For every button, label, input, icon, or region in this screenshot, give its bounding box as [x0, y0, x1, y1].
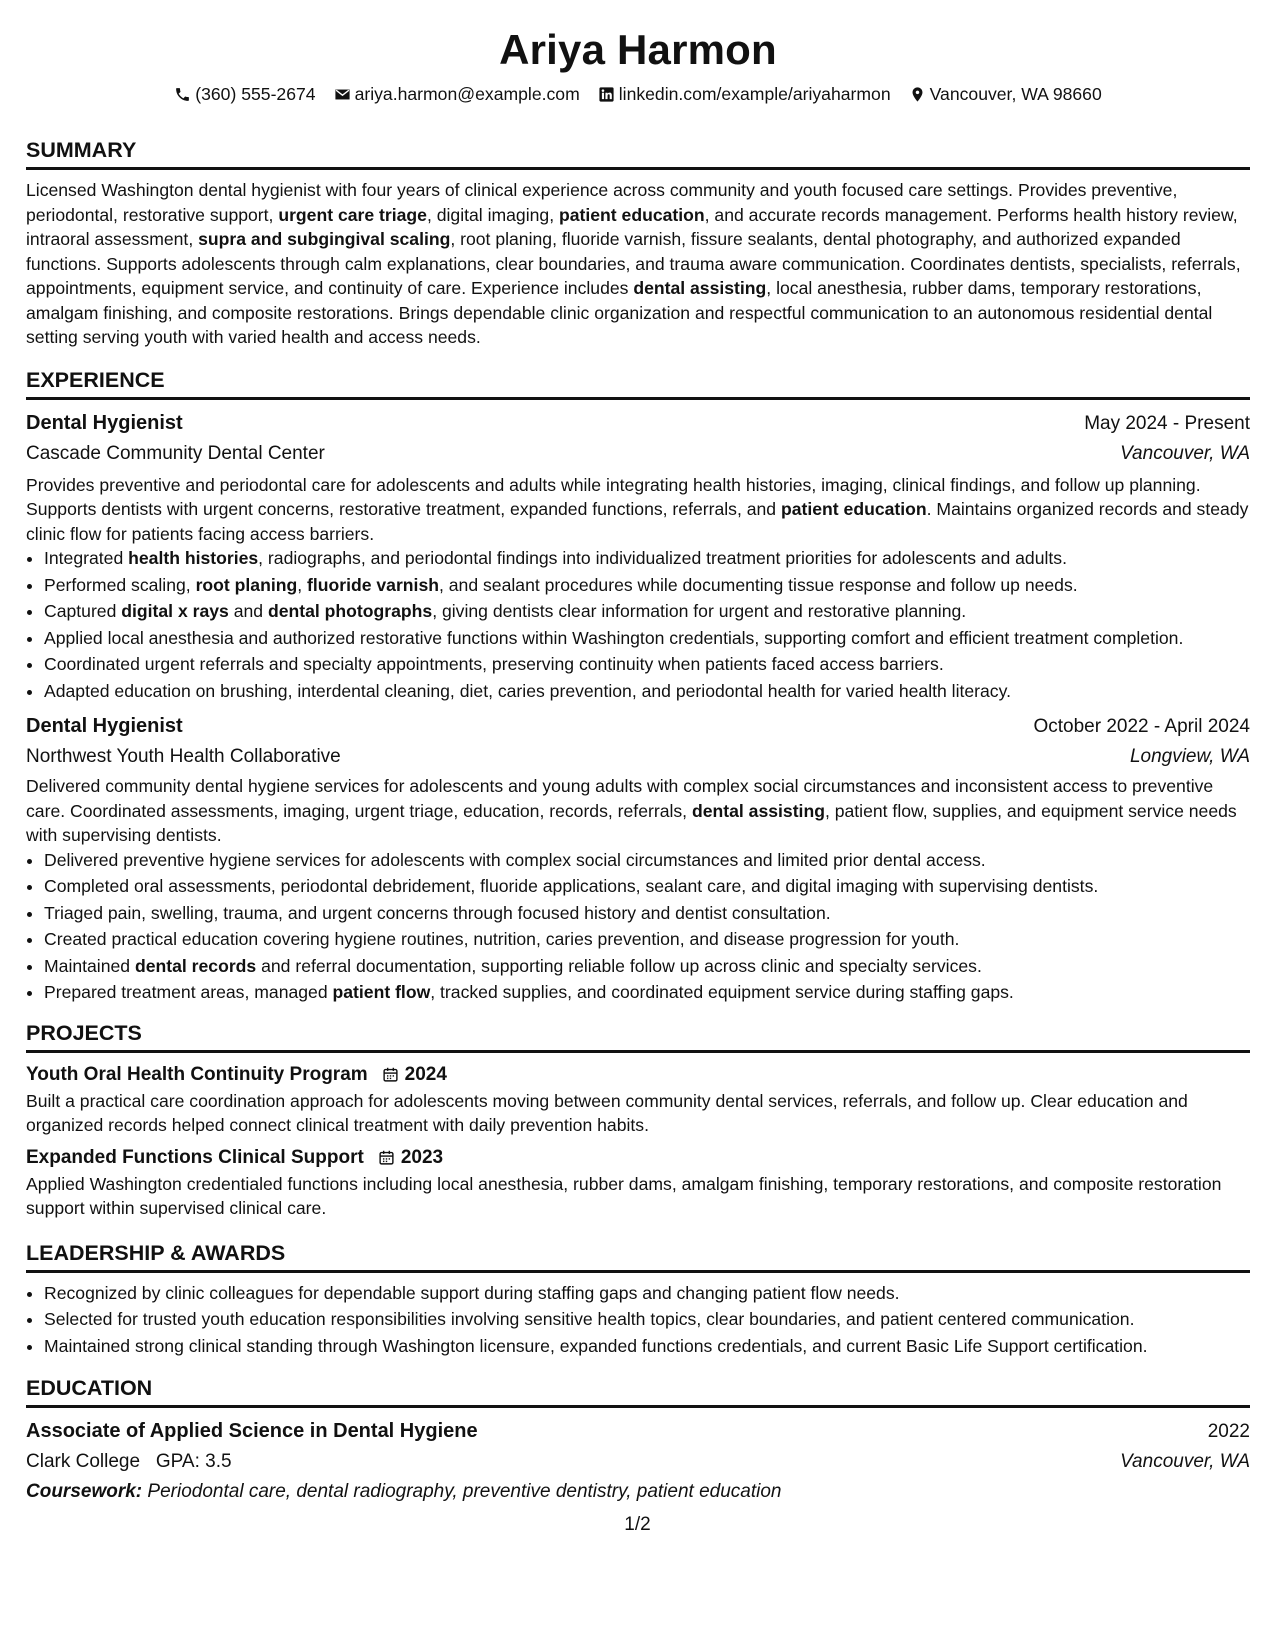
job-bullets — [26, 848, 1250, 1005]
experience-entry — [26, 711, 1250, 1005]
project-year: 2023 — [400, 1146, 444, 1168]
project-entry — [26, 1061, 1250, 1138]
employer: Cascade Community Dental Center — [26, 442, 325, 464]
calendar-icon — [382, 1066, 399, 1083]
education-entry — [26, 1416, 1250, 1507]
linkedin-text: linkedin.com/example/ariyaharmon — [618, 84, 891, 104]
school-location: Vancouver, WA — [1120, 1451, 1250, 1472]
list-item: • Prepared treatment areas, managed patient flow, tracked supplies, and coordinated equipment service during staffing gaps. — [44, 980, 1250, 1005]
job-title: Dental Hygienist — [26, 411, 183, 434]
job-location: Longview, WA — [1129, 746, 1250, 767]
contact-phone[interactable] — [174, 82, 315, 106]
section-title-leadership: LEADERSHIP & AWARDS — [26, 1239, 1250, 1273]
list-item: • Captured digital x rays and dental photographs, giving dentists clear information for urgent and restorative planning. — [44, 599, 1250, 624]
section-title-education: EDUCATION — [26, 1374, 1250, 1408]
list-item: • Maintained dental records and referral documentation, supporting reliable follow up across clinic and specialty services. — [44, 954, 1250, 979]
graduation-year: 2022 — [1207, 1421, 1250, 1442]
job-dates: May 2024 - Present — [1084, 412, 1250, 434]
list-item: • Performed scaling, root planing, fluoride varnish, and sealant procedures while documenting tissue response and follow up needs. — [44, 573, 1250, 598]
gpa: GPA: 3.5 — [155, 1451, 232, 1472]
section-title-projects: PROJECTS — [26, 1019, 1250, 1053]
job-title: Dental Hygienist — [26, 715, 183, 737]
job-description: Delivered community dental hygiene services for adolescents and young adults with complex social circumstances and inconsistent access to preventive care. Coordinated assessments, imaging, urgent triage, education, records, referrals, dental assisting, patient flow, supplies, and equipment service needs with supervising dentists. — [26, 776, 1237, 845]
project-description: Built a practical care coordination approach for adolescents moving between community dental services, referrals, and follow up. Clear education and organized records helped connect clinical treatment with daily prevention habits. — [26, 1090, 1188, 1135]
list-item: • Integrated health histories, radiographs, and periodontal findings into individualized treatment priorities for adolescents and adults. — [44, 546, 1250, 571]
school: Clark College — [26, 1451, 141, 1472]
linkedin-icon — [598, 86, 615, 103]
list-item: • Adapted education on brushing, interdental cleaning, diet, caries prevention, and periodontal health for varied health literacy. — [44, 679, 1250, 704]
section-title-summary: SUMMARY — [26, 136, 1250, 170]
page-number: 1/2 — [624, 1514, 651, 1535]
phone-icon — [174, 86, 191, 103]
email-text: ariya.harmon@example.com — [354, 84, 580, 104]
list-item: • Created practical education covering hygiene routines, nutrition, caries prevention, and disease progression for youth. — [44, 927, 1250, 952]
coursework: Coursework: Periodontal care, dental radiography, preventive dentistry, patient education — [26, 1481, 782, 1502]
contact-location — [909, 82, 1102, 106]
map-pin-icon — [909, 86, 926, 103]
location-text: Vancouver, WA 98660 — [929, 84, 1102, 104]
list-item: • Selected for trusted youth education responsibilities involving sensitive health topics, clear boundaries, and patient centered communication. — [44, 1307, 1250, 1332]
section-title-experience: EXPERIENCE — [26, 366, 1250, 400]
leadership-list — [26, 1281, 1250, 1359]
experience-entry — [26, 408, 1250, 704]
list-item: • Completed oral assessments, periodontal debridement, fluoride applications, sealant care, and digital imaging with supervising dentists. — [44, 874, 1250, 899]
project-year: 2024 — [404, 1063, 447, 1085]
list-item: • Triaged pain, swelling, trauma, and urgent concerns through focused history and dentist consultation. — [44, 901, 1250, 926]
degree: Associate of Applied Science in Dental Hygiene — [26, 1420, 478, 1442]
project-description: Applied Washington credentialed functions including local anesthesia, rubber dams, amalgam finishing, temporary restorations, and composite restoration support within supervised clinical care. — [26, 1173, 1222, 1218]
phone-text: (360) 555-2674 — [195, 84, 316, 104]
contact-linkedin[interactable] — [598, 82, 891, 106]
summary-text: Licensed Washington dental hygienist with four years of clinical experience across community and youth focused care settings. Provides preventive, periodontal, restorative support, urgent care triage, digital imaging, patient education, and accurate records management. Performs health history review, intraoral assessment, supra and subgingival scaling, root planing, fluoride varnish, fissure sealants, dental photography, and authorized expanded functions. Supports adolescents through calm explanations, clear boundaries, and trauma aware communication. Coordinates dentists, specialists, referrals, appointments, equipment service, and continuity of care. Experience includes dental assisting, local anesthesia, rubber dams, temporary restorations, amalgam finishing, and composite restorations. Brings dependable clinic organization and respectful communication to an autonomous residential dental setting serving youth with varied health and access needs. — [26, 180, 1241, 347]
project-title: Youth Oral Health Continuity Program — [26, 1063, 368, 1085]
project-title: Expanded Functions Clinical Support — [26, 1146, 364, 1168]
list-item: • Recognized by clinic colleagues for dependable support during staffing gaps and changing patient flow needs. — [44, 1281, 1250, 1306]
list-item: • Applied local anesthesia and authorized restorative functions within Washington credentials, supporting comfort and efficient treatment completion. — [44, 626, 1250, 651]
employer: Northwest Youth Health Collaborative — [26, 746, 341, 767]
project-entry — [26, 1144, 1250, 1221]
list-item: • Maintained strong clinical standing through Washington licensure, expanded functions credentials, and current Basic Life Support certification. — [44, 1334, 1250, 1359]
list-item: • Coordinated urgent referrals and specialty appointments, preserving continuity when patients faced access barriers. — [44, 652, 1250, 677]
candidate-name: Ariya Harmon — [499, 26, 777, 73]
envelope-icon — [334, 86, 351, 103]
job-dates: October 2022 - April 2024 — [1033, 716, 1250, 737]
contact-bar — [26, 82, 1250, 106]
job-bullets — [26, 546, 1250, 703]
contact-email[interactable] — [334, 82, 580, 106]
job-description: Provides preventive and periodontal care for adolescents and adults while integrating health histories, imaging, clinical findings, and follow up planning. Supports dentists with urgent concerns, restorative treatment, expanded functions, referrals, and patient education. Maintains organized records and steady clinic flow for patients facing access barriers. — [26, 474, 1249, 544]
calendar-icon — [378, 1149, 395, 1166]
job-location: Vancouver, WA — [1120, 442, 1250, 464]
resume-page — [26, 0, 1250, 1507]
list-item: • Delivered preventive hygiene services for adolescents with complex social circumstances and limited prior dental access. — [44, 848, 1250, 873]
